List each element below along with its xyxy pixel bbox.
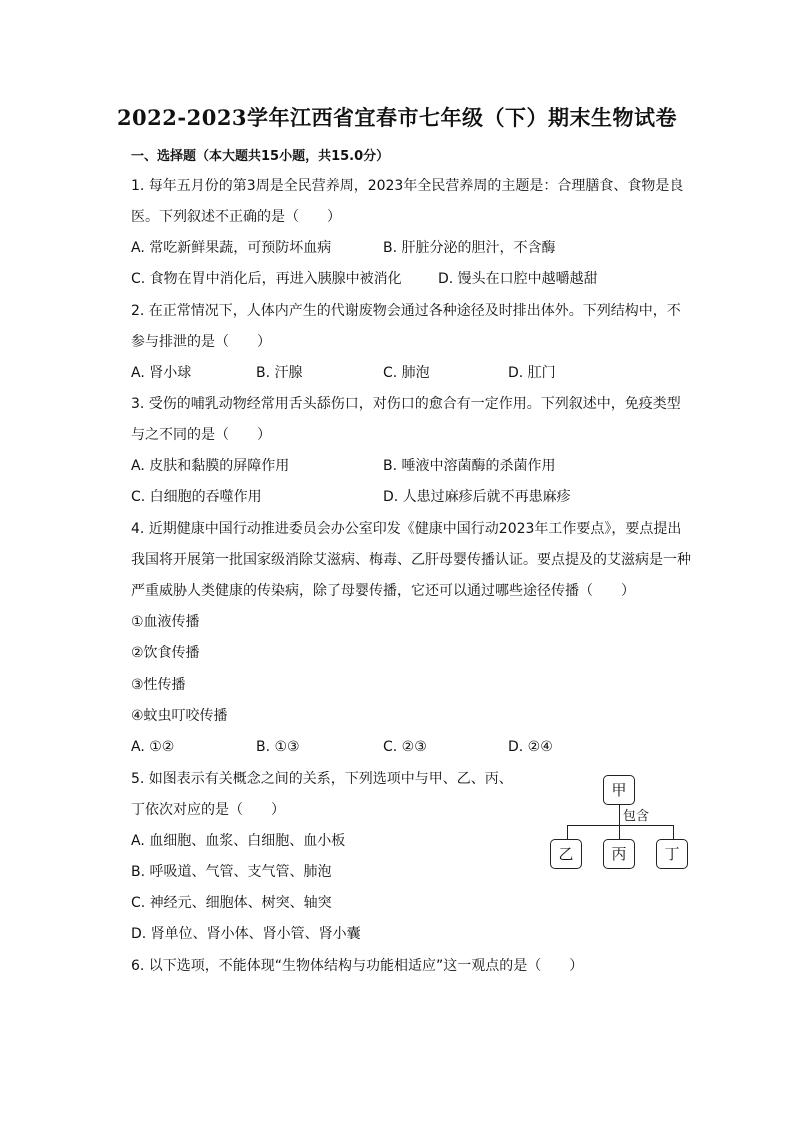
q1-option-b: B. 肝脏分泌的胆汁，不含酶	[383, 240, 556, 256]
concept-diagram	[548, 772, 690, 872]
diagram-connector-middle	[619, 825, 620, 839]
q5-stem-line2: 丁依次对应的是（ ）	[131, 802, 285, 818]
q2-stem-line2: 参与排泄的是（ ）	[131, 334, 271, 350]
q2-option-b: B. 汗腺	[256, 365, 303, 381]
q5-option-d: D. 肾单位、肾小体、肾小管、肾小囊	[131, 926, 361, 942]
diagram-relation-label: 包含	[623, 809, 650, 824]
q1-stem-line2: 医。下列叙述不正确的是（ ）	[131, 209, 341, 225]
diagram-connector-bar	[567, 825, 673, 826]
q4-statement-4: ④蚊虫叮咬传播	[131, 708, 228, 724]
q2-option-d: D. 肛门	[508, 365, 556, 381]
q4-stem-line1: 4. 近期健康中国行动推进委员会办公室印发《健康中国行动2023年工作要点》，要点提出	[131, 521, 682, 537]
q4-option-b: B. ①③	[256, 739, 300, 755]
q4-stem-line2: 我国将开展第一批国家级消除艾滋病、梅毒、乙肝母婴传播认证。要点提及的艾滋病是一种	[131, 552, 691, 568]
q6-stem-line1: 6. 以下选项，不能体现“生物体结构与功能相适应”这一观点的是（ ）	[131, 958, 584, 974]
diagram-node-child-3: 丁	[656, 839, 688, 869]
q1-option-c: C. 食物在胃中消化后，再进入胰腺中被消化	[131, 271, 402, 287]
q4-statement-2: ②饮食传播	[131, 645, 200, 661]
q4-option-d: D. ②④	[508, 739, 553, 755]
q2-option-c: C. 肺泡	[383, 365, 430, 381]
exam-title: 2022-2023学年江西省宜春市七年级（下）期末生物试卷	[116, 105, 678, 130]
diagram-connector-left	[567, 825, 568, 839]
q5-option-b: B. 呼吸道、气管、支气管、肺泡	[131, 864, 332, 880]
q5-option-a: A. 血细胞、血浆、白细胞、血小板	[131, 833, 346, 849]
q3-option-c: C. 白细胞的吞噬作用	[131, 489, 262, 505]
q4-statement-1: ①血液传播	[131, 614, 200, 630]
q3-option-d: D. 人患过麻疹后就不再患麻疹	[383, 489, 571, 505]
diagram-node-top: 甲	[603, 775, 635, 805]
q3-option-a: A. 皮肤和黏膜的屏障作用	[131, 458, 290, 474]
diagram-connector-right	[673, 825, 674, 839]
diagram-connector-stem	[619, 805, 620, 825]
q2-stem-line1: 2. 在正常情况下，人体内产生的代谢废物会通过各种途径及时排出体外。下列结构中，不	[131, 303, 681, 319]
diagram-node-child-2: 丙	[603, 839, 635, 869]
q3-stem-line1: 3. 受伤的哺乳动物经常用舌头舔伤口，对伤口的愈合有一定作用。下列叙述中，免疫类型	[131, 396, 681, 412]
q4-stem-line3: 严重威胁人类健康的传染病，除了母婴传播，它还可以通过哪些途径传播（ ）	[131, 583, 635, 599]
q3-option-b: B. 唾液中溶菌酶的杀菌作用	[383, 458, 556, 474]
q5-stem-line1: 5. 如图表示有关概念之间的关系，下列选项中与甲、乙、丙、	[131, 771, 513, 787]
q1-option-a: A. 常吃新鲜果蔬，可预防坏血病	[131, 240, 332, 256]
q1-stem-line1: 1. 每年五月份的第3周是全民营养周，2023年全民营养周的主题是：合理膳食、食物是良	[131, 178, 684, 194]
q4-statement-3: ③性传播	[131, 677, 186, 693]
q5-option-c: C. 神经元、细胞体、树突、轴突	[131, 895, 332, 911]
q2-option-a: A. 肾小球	[131, 365, 192, 381]
section-heading: 一、选择题（本大题共15小题，共15.0分）	[131, 149, 390, 164]
q1-option-d: D. 馒头在口腔中越嚼越甜	[438, 271, 598, 287]
diagram-node-child-1: 乙	[550, 839, 582, 869]
q4-option-a: A. ①②	[131, 739, 175, 755]
q4-option-c: C. ②③	[383, 739, 427, 755]
q3-stem-line2: 与之不同的是（ ）	[131, 427, 271, 443]
